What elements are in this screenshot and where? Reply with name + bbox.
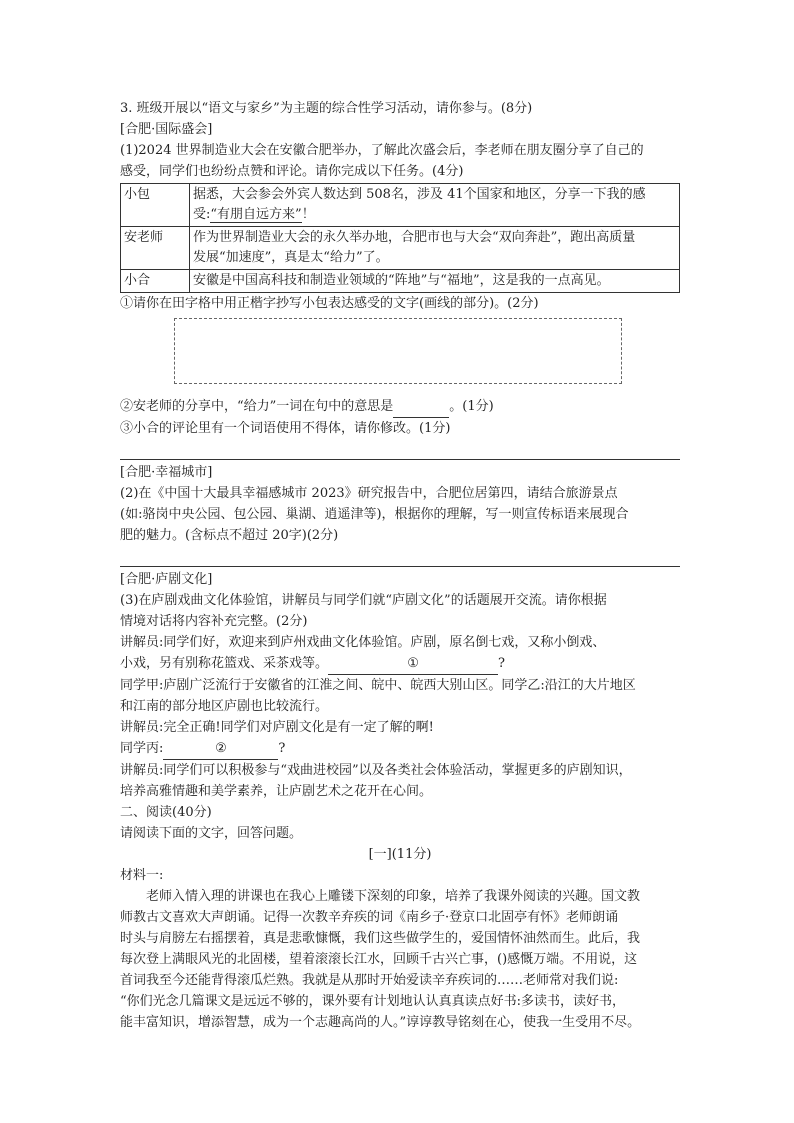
subquestion-2-text-cont: 肥的魅力。(含标点不超过 20字)(2分): [120, 528, 339, 543]
subquestion-1-text-cont: 感受，同学们也纷纷点赞和评论。请你完成以下任务。(4分): [120, 164, 464, 179]
dialogue-line: [120, 738, 680, 760]
comment-line: 据悉，大会参会外宾人数达到 508名，涉及 41个国家和地区，分享一下我的感: [193, 187, 646, 202]
comment-line: 安徽是中国高科技和制造业领域的“阵地”与“福地”，这是我的一点高见。: [193, 273, 610, 288]
passage-line: 首词我至今还能背得滚瓜烂熟。我就是从那时开始爱读辛弃疾词的……老师常对我们说:: [120, 973, 619, 988]
table-row: [121, 270, 680, 293]
passage-line: 每次登上满眼风光的北固楼，望着滚滚长江水，回顾千古兴亡事，()感慨万端。不用说，这: [120, 952, 638, 967]
passage-line: 老师入情入理的讲课也在我心上雕镂下深刻的印象，培养了我课外阅读的兴趣。国文教: [146, 889, 641, 904]
comment-line: [193, 205, 676, 225]
reading-instruction: 请阅读下面的文字，回答问题。: [120, 826, 303, 841]
comment-line: 发展“加速度”，真是太“给力”了。: [193, 250, 389, 265]
exam-page: [120, 98, 680, 1033]
task-2-prompt: ②安老师的分享中，“给力”一词在句中的意思是: [120, 399, 394, 414]
dialogue-line: 同学甲:庐剧广泛流行于安徽省的江淮之间、皖中、皖西大别山区。同学乙:沿江的大片地区: [120, 678, 636, 693]
question-3-intro: 3. 班级开展以“语文与家乡”为主题的综合性学习活动，请你参与。(8分): [120, 101, 533, 116]
dialogue-line: 和江南的部分地区庐剧也比较流行。: [120, 699, 329, 714]
comment-cell: [190, 270, 680, 293]
section-tag-international: [合肥·国际盛会]: [120, 122, 213, 137]
dialogue-text: 小戏，另有别称花篮戏、采茶戏等。: [120, 656, 329, 671]
subquestion-2-text-cont: (如:骆岗中央公园、包公园、巢湖、逍遥津等)，根据你的理解，写一则宣传标语来展现合: [120, 507, 629, 522]
dialogue-line: 培养高雅情趣和美学素养，让庐剧艺术之花开在心间。: [120, 784, 433, 799]
comment-line: 作为世界制造业大会的永久举办地，合肥市也与大会“双向奔赴”，跑出高质量: [193, 230, 636, 245]
handwriting-grid-box[interactable]: [174, 318, 622, 384]
comment-cell: [190, 184, 680, 227]
answer-line[interactable]: [120, 439, 680, 460]
speaker-name: 小包: [121, 184, 190, 227]
comment-table: [120, 183, 680, 293]
dialogue-line: 讲解员:同学们可以积极参与“戏曲进校园”以及各类社会体验活动，掌握更多的庐剧知识，: [120, 763, 632, 778]
task-1-text: ①请你在田字格中用正楷字抄写小包表达感受的文字(画线的部分)。(2分): [120, 296, 539, 311]
passage-line: 时头与肩膀左右摇摆着，真是悲歌慷慨，我们这些做学生的，爱国情怀油然而生。此后，我: [120, 931, 641, 946]
dialogue-line: 讲解员:完全正确!同学们对庐剧文化是有一定了解的啊!: [120, 720, 434, 735]
table-row: [121, 227, 680, 270]
subquestion-1-text: (1)2024 世界制造业大会在安徽合肥举办，了解此次盛会后，李老师在朋友圈分享了自己的: [120, 143, 644, 158]
answer-blank-1[interactable]: ①: [328, 653, 498, 675]
subquestion-3-text: (3)在庐剧戏曲文化体验馆，讲解员与同学们就“庐剧文化”的话题展开交流。请你根据: [120, 593, 607, 608]
comment-cell: [190, 227, 680, 270]
section-tag-happy-city: [合肥·幸福城市]: [120, 465, 213, 480]
dialogue-line: 讲解员:同学们好，欢迎来到庐州戏曲文化体验馆。庐剧，原名倒七戏，又称小倒戏、: [120, 635, 606, 650]
subquestion-2-text: (2)在《中国十大最具幸福感城市 2023》研究报告中，合肥位居第四，请结合旅游景点: [120, 486, 618, 501]
reading-part-title: [一](11分): [368, 847, 432, 862]
answer-blank[interactable]: [393, 396, 449, 418]
passage-line: 能丰富知识，增添智慧，成为一个志趣高尚的人。”谆谆教导铭刻在心，使我一生受用不尽。: [120, 1015, 641, 1030]
table-row: [121, 184, 680, 227]
section-heading-reading: 二、阅读(40分): [120, 805, 212, 820]
material-label: 材料一:: [120, 868, 164, 883]
passage-line: “你们光念几篇课文是远远不够的，课外要有计划地认认真真读点好书:多读书，读好书，: [120, 994, 626, 1009]
dialogue-text: 同学丙:: [120, 741, 164, 756]
answer-blank-2[interactable]: ②: [163, 738, 278, 760]
underlined-phrase: “有朋自远方来”: [210, 207, 302, 222]
speaker-name: 安老师: [121, 227, 190, 270]
subquestion-3-text-cont: 情境对话将内容补充完整。(2分): [120, 614, 308, 629]
task-2-score: 。(1分): [449, 399, 494, 414]
comment-text: 受:: [193, 207, 211, 222]
answer-line[interactable]: [120, 546, 680, 567]
dialogue-text: ?: [278, 741, 286, 756]
comment-text: ！: [301, 207, 315, 222]
speaker-name: 小合: [121, 270, 190, 293]
task-2-text: [120, 396, 680, 418]
task-3-text: ③小合的评论里有一个词语使用不得体，请你修改。(1分): [120, 421, 451, 436]
dialogue-line: [120, 653, 680, 675]
section-tag-luju-opera: [合肥·庐剧文化]: [120, 572, 213, 587]
dialogue-text: ?: [498, 656, 505, 671]
passage-line: 师教古文喜欢大声朗诵。记得一次教辛弃疾的词《南乡子·登京口北固亭有怀》老师朗诵: [120, 910, 619, 925]
